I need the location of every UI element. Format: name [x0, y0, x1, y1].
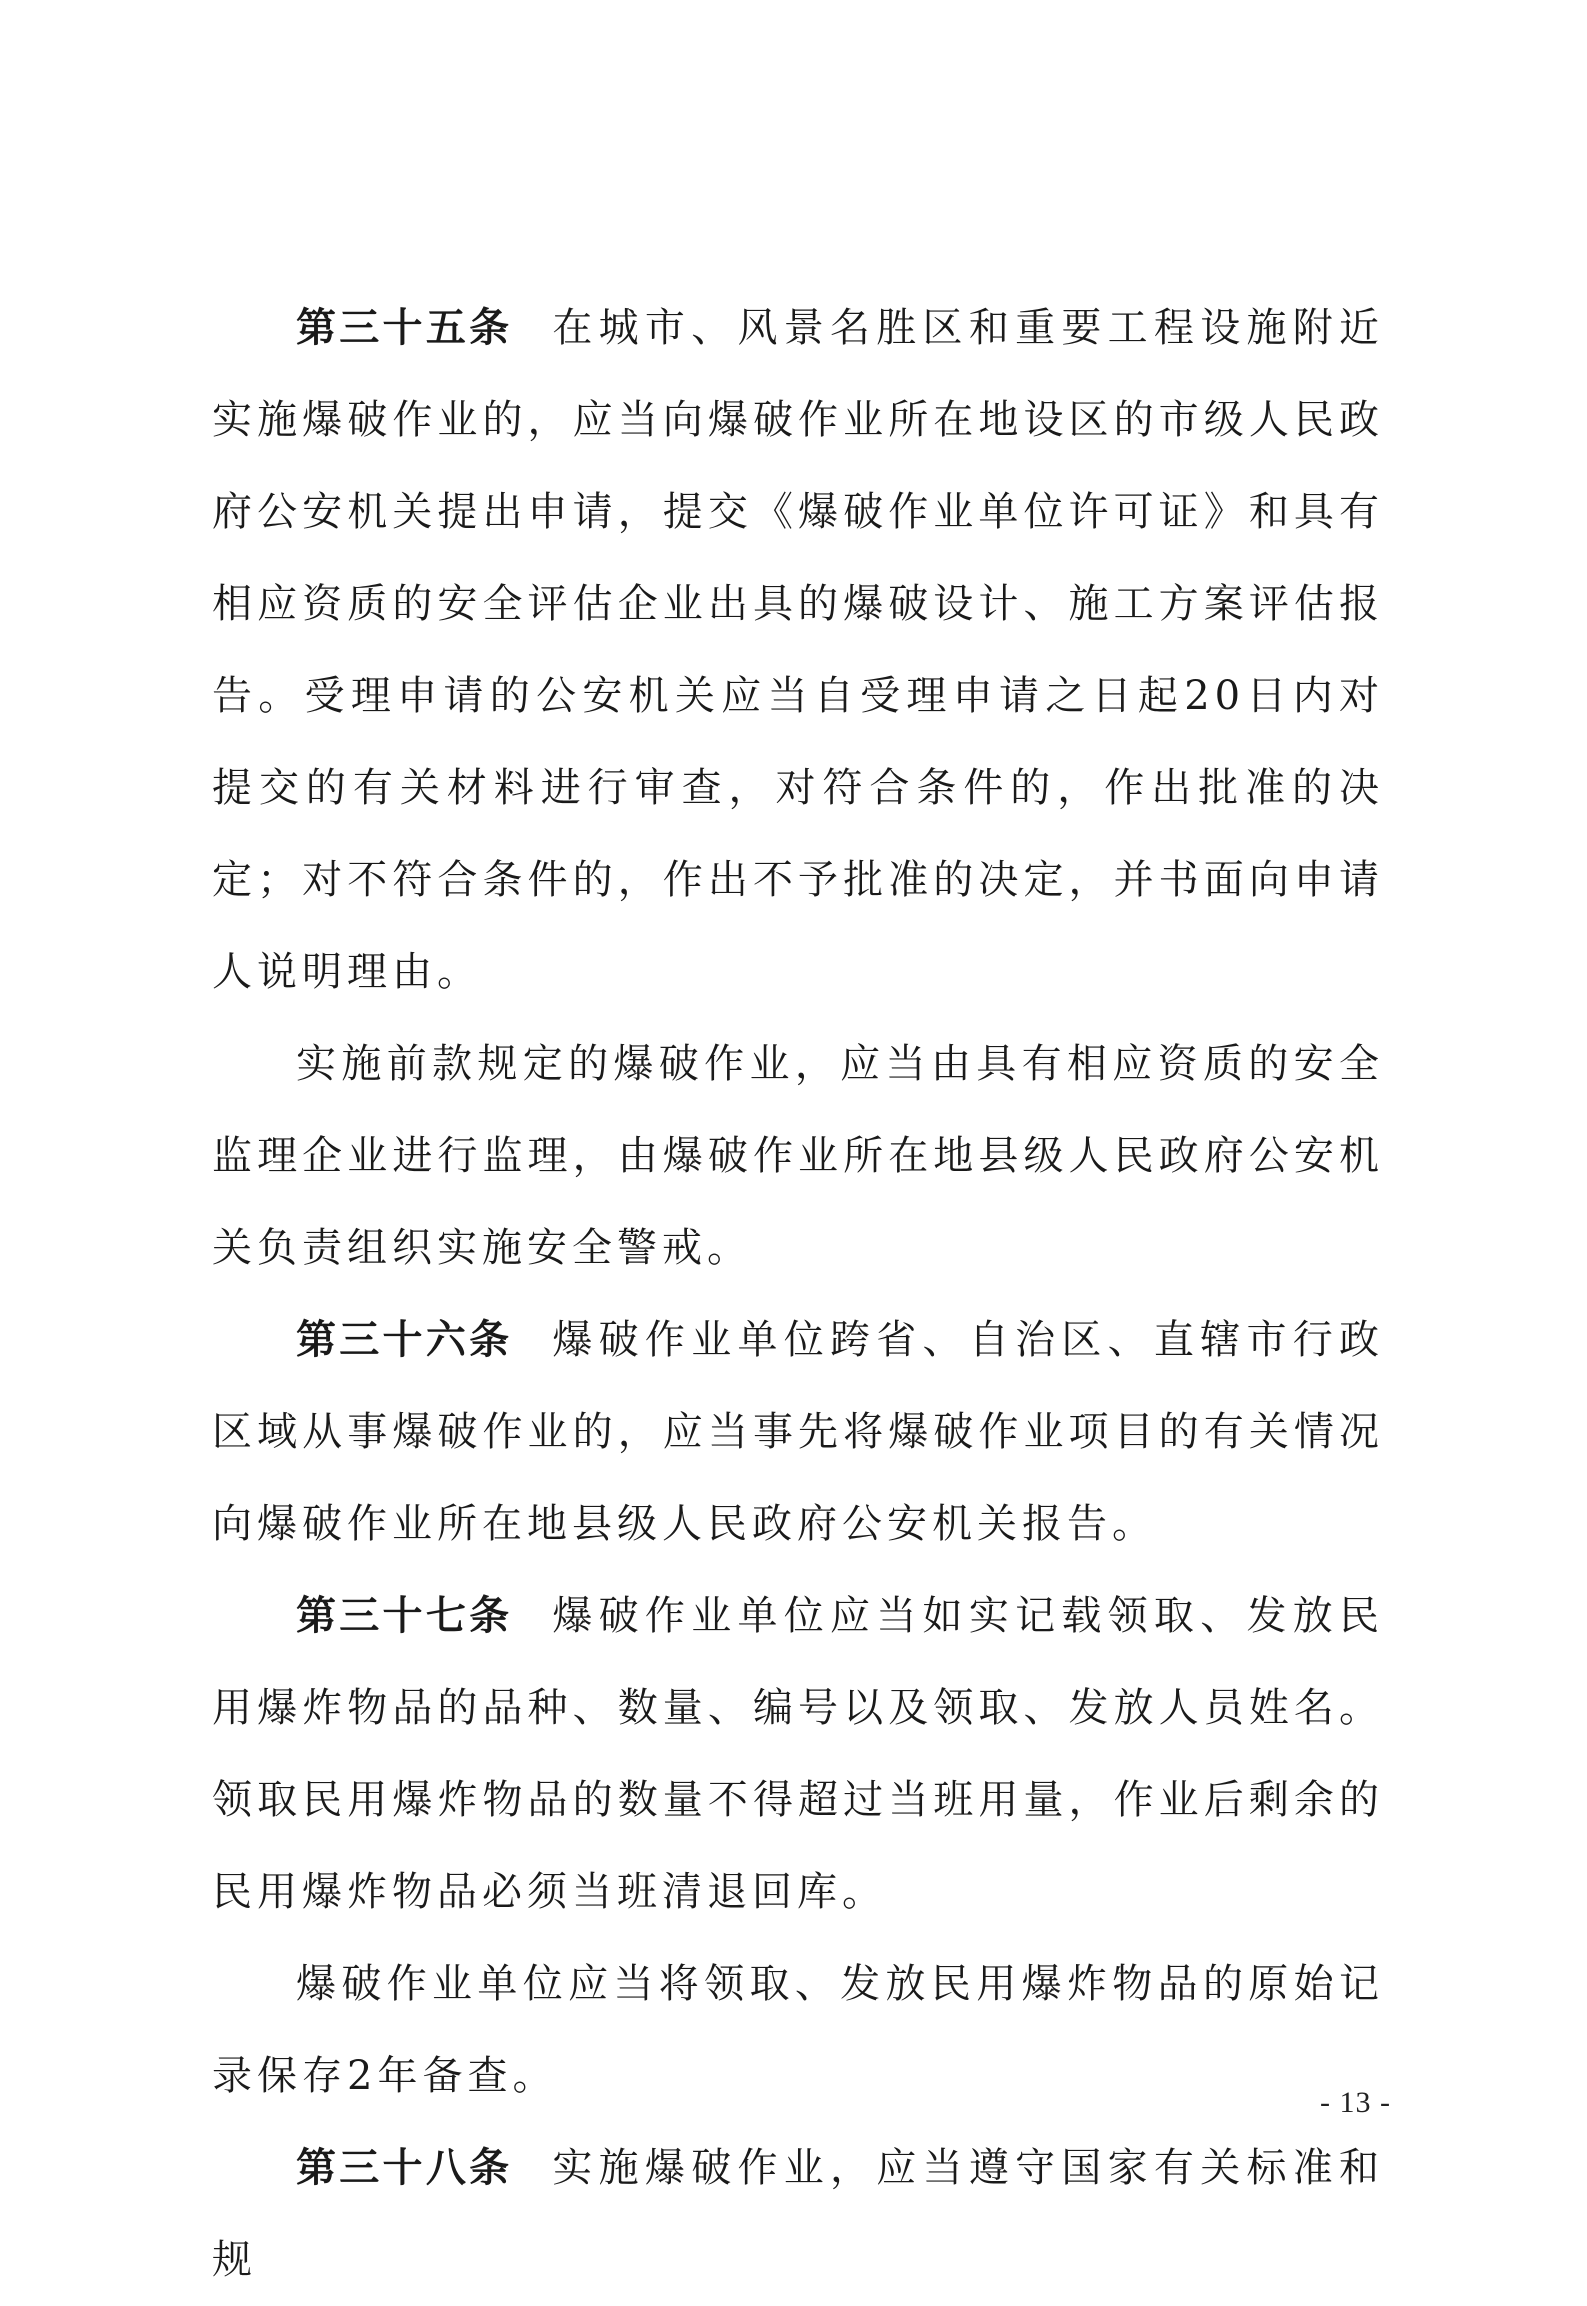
- article-number: 第三十六条: [296, 1317, 513, 1363]
- paragraph-article-38: [212, 2122, 1384, 2306]
- document-body: [212, 282, 1384, 2306]
- paragraph-text: 爆破作业单位应当如实记载领取、发放民用爆炸物品的品种、数量、编号以及领取、发放人员姓名。领取民用爆炸物品的数量不得超过当班用量，作业后剩余的民用爆炸物品必须当班清退回库。: [212, 1593, 1385, 1915]
- article-number: 第三十五条: [296, 305, 513, 351]
- paragraph-text: 实施前款规定的爆破作业，应当由具有相应资质的安全监理企业进行监理，由爆破作业所在地县级人民政府公安机关负责组织实施安全警戒。: [212, 1041, 1384, 1271]
- paragraph-article-35: [212, 282, 1384, 1018]
- article-number: 第三十八条: [296, 2145, 513, 2191]
- page-number: - 13 -: [1320, 2086, 1391, 2119]
- paragraph-article-37: [212, 1570, 1384, 1938]
- paragraph-article-35-clause-2: [212, 1018, 1384, 1294]
- paragraph-article-36: [212, 1294, 1384, 1570]
- paragraph-text: 爆破作业单位跨省、自治区、直辖市行政区域从事爆破作业的，应当事先将爆破作业项目的有关情况向爆破作业所在地县级人民政府公安机关报告。: [212, 1317, 1385, 1547]
- paragraph-text: 实施爆破作业，应当遵守国家有关标准和规: [212, 2145, 1385, 2283]
- paragraph-text: 爆破作业单位应当将领取、发放民用爆炸物品的原始记录保存2年备查。: [212, 1961, 1384, 2099]
- paragraph-text: 在城市、风景名胜区和重要工程设施附近实施爆破作业的，应当向爆破作业所在地设区的市级人民政府公安机关提出申请，提交《爆破作业单位许可证》和具有相应资质的安全评估企业出具的爆破设计、施工方案评估报告。受理申请的公安机关应当自受理申请之日起20日内对提交的有关材料进行审查，对符合条件的，作出批准的决定；对不符合条件的，作出不予批准的决定，并书面向申请人说明理由。: [212, 305, 1385, 995]
- paragraph-article-37-clause-2: [212, 1938, 1384, 2122]
- article-number: 第三十七条: [296, 1593, 513, 1639]
